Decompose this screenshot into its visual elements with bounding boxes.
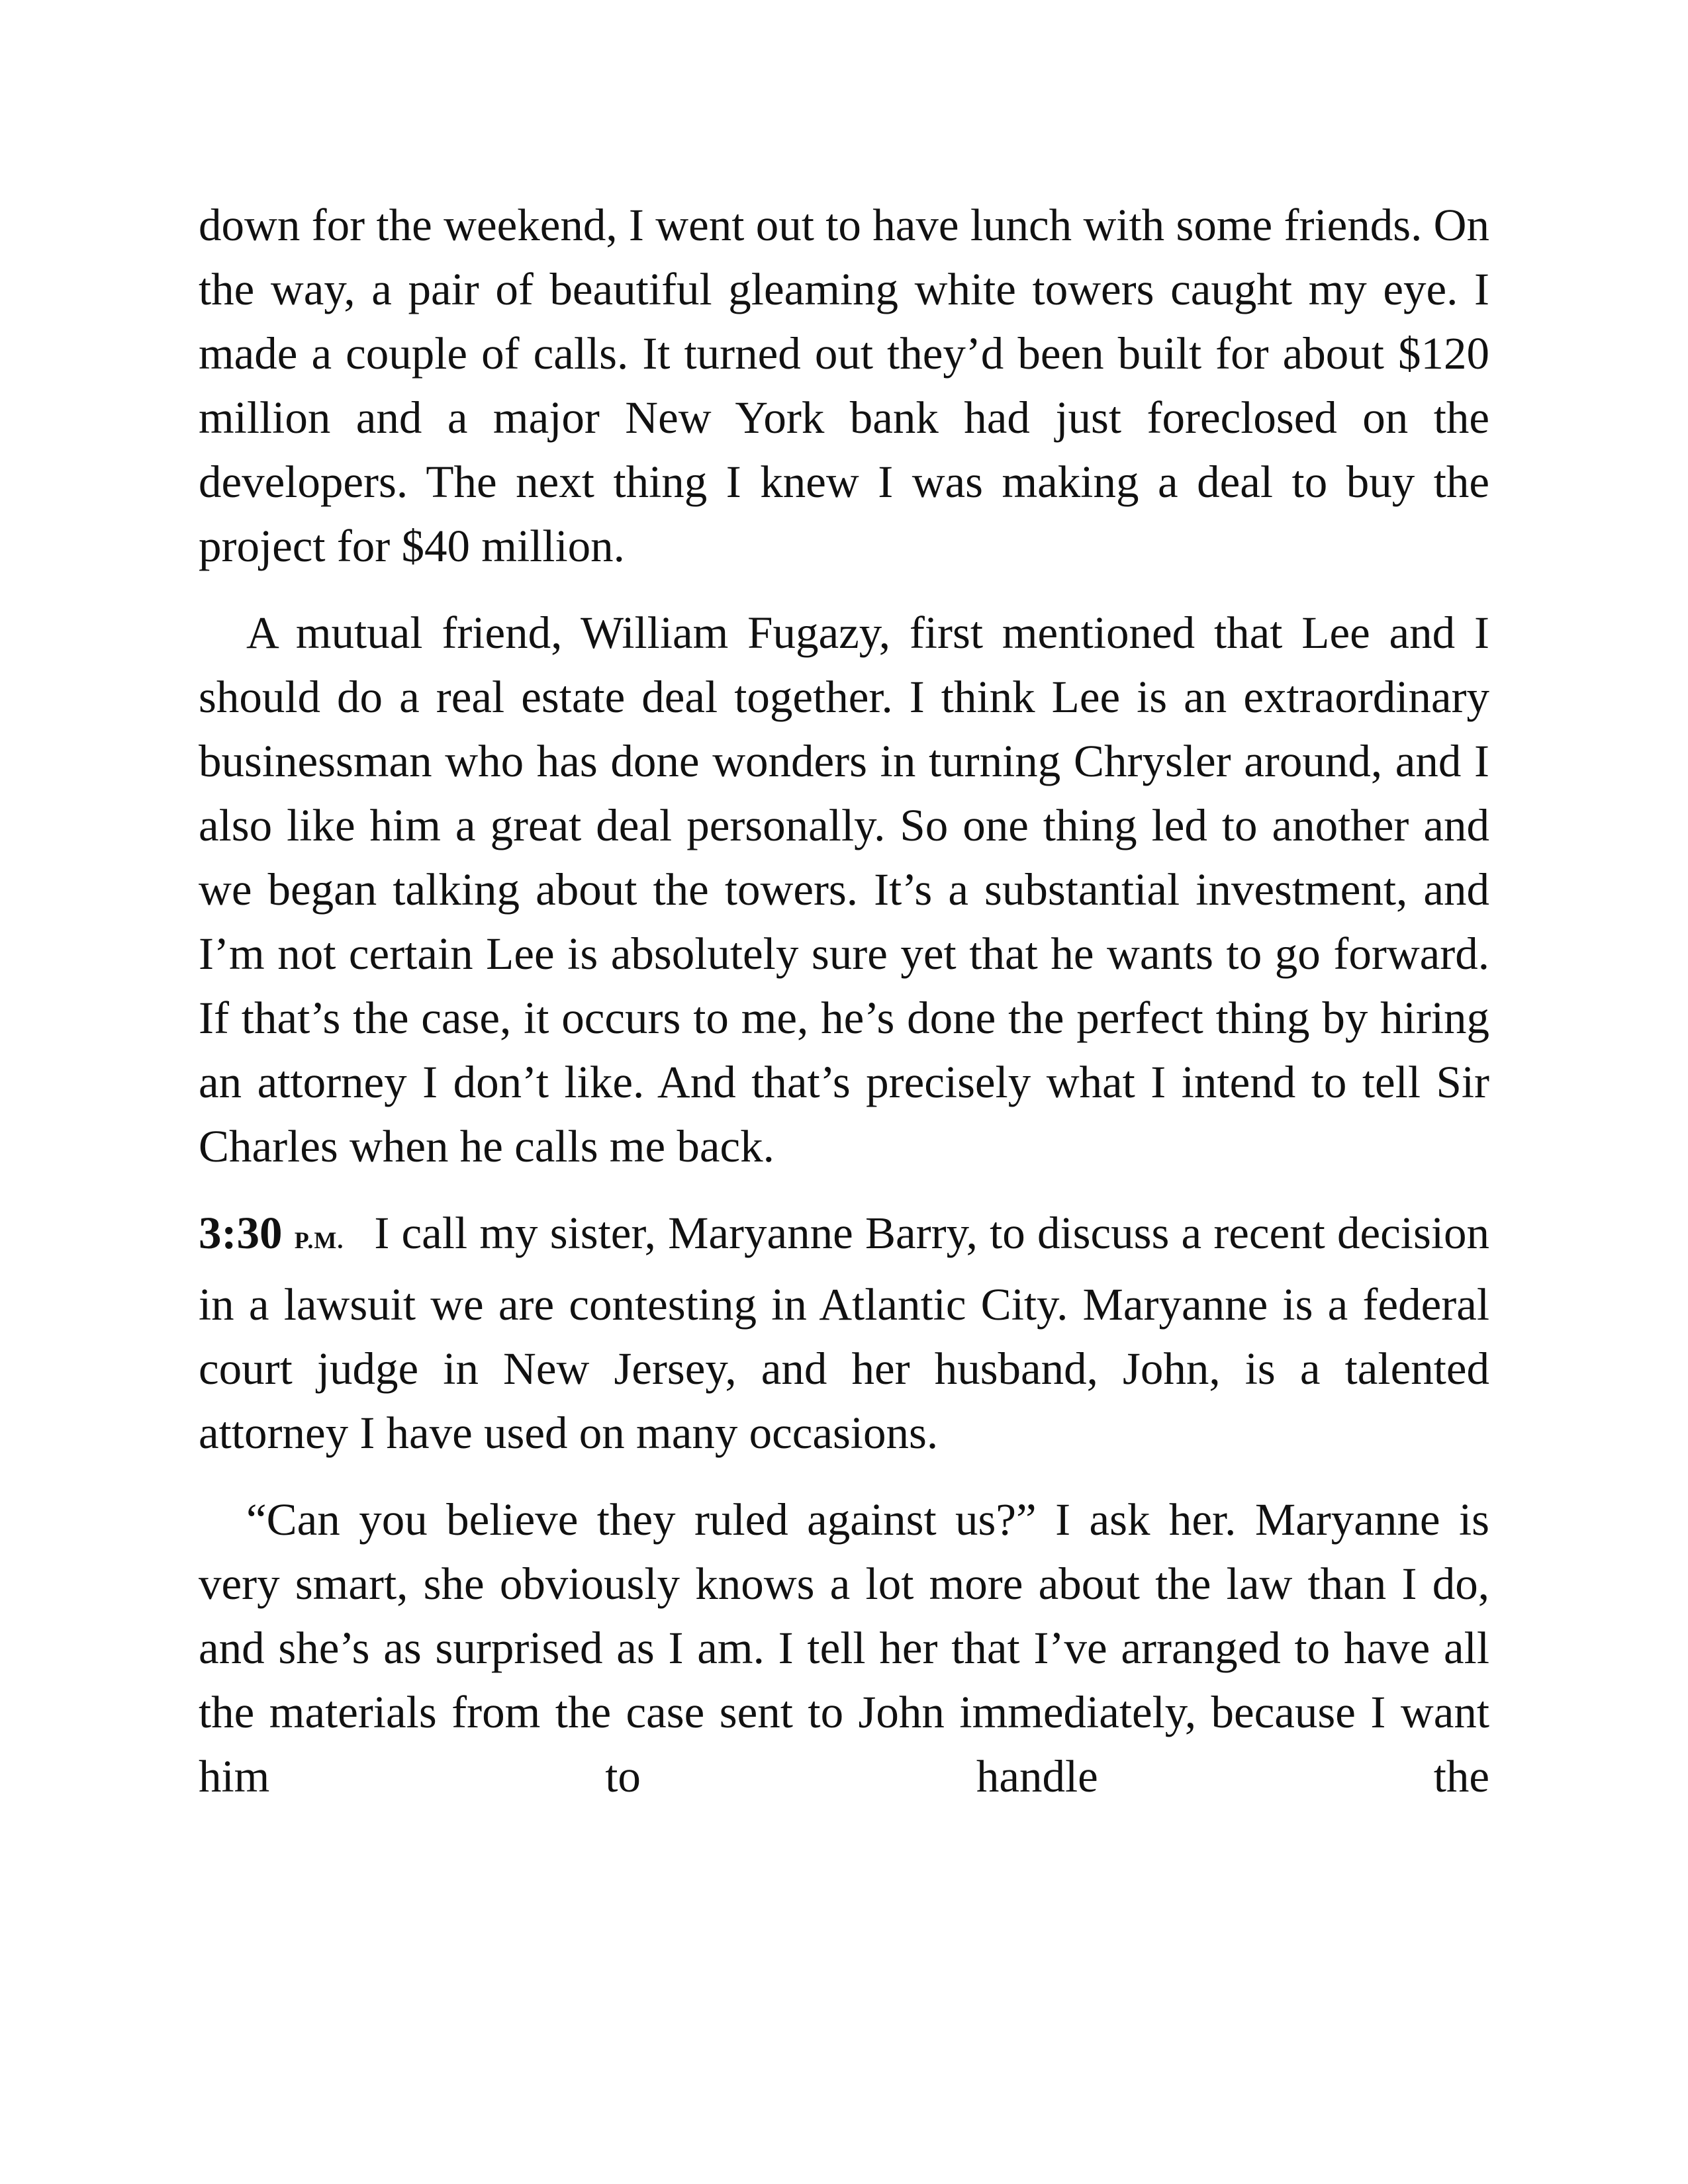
paragraph-3-timestamped: [199, 1201, 1489, 1465]
paragraph-4: [199, 1488, 1489, 1809]
paragraph-4-text: “Can you believe they ruled against us?” I ask her. Maryanne is very smart, she obviously knows a lot more about the law than I do, and she’s as surprised as I am. I tell her that I’ve arranged to have all the materials from the case sent to John immediately, because I want him to handle the: [199, 1494, 1489, 1801]
paragraph-1: [199, 193, 1489, 578]
paragraph-3-text: I call my sister, Maryanne Barry, to discuss a recent decision in a lawsuit we are contesting in Atlantic City. Maryanne is a federal court judge in New Jersey, and her husband, John, is a talented attorney I have used on many occasions.: [199, 1208, 1490, 1458]
document-page: [199, 193, 1489, 1831]
paragraph-1-text: down for the weekend, I went out to have lunch with some friends. On the way, a pair of beautiful gleaming white towers caught my eye. I made a couple of calls. It turned out they’d been built for about $120 million and a major New York bank had just foreclosed on the developers. The next thing I knew I was making a deal to buy the project for $40 million.: [199, 200, 1489, 571]
paragraph-2: [199, 601, 1489, 1179]
time-stamp: 3:30: [199, 1208, 283, 1258]
time-stamp-ampm: P.M.: [294, 1227, 344, 1253]
paragraph-2-text: A mutual friend, William Fugazy, first mentioned that Lee and I should do a real estate deal together. I think Lee is an extraordinary businessman who has done wonders in turning Chrysler around, and I also like him a great deal personally. So one thing led to another and we began talking about the towers. It’s a substantial investment, and I’m not certain Lee is absolutely sure yet that he wants to go forward. If that’s the case, it occurs to me, he’s done the perfect thing by hiring an attorney I don’t like. And that’s precisely what I intend to tell Sir Charles when he calls me back.: [199, 608, 1489, 1171]
